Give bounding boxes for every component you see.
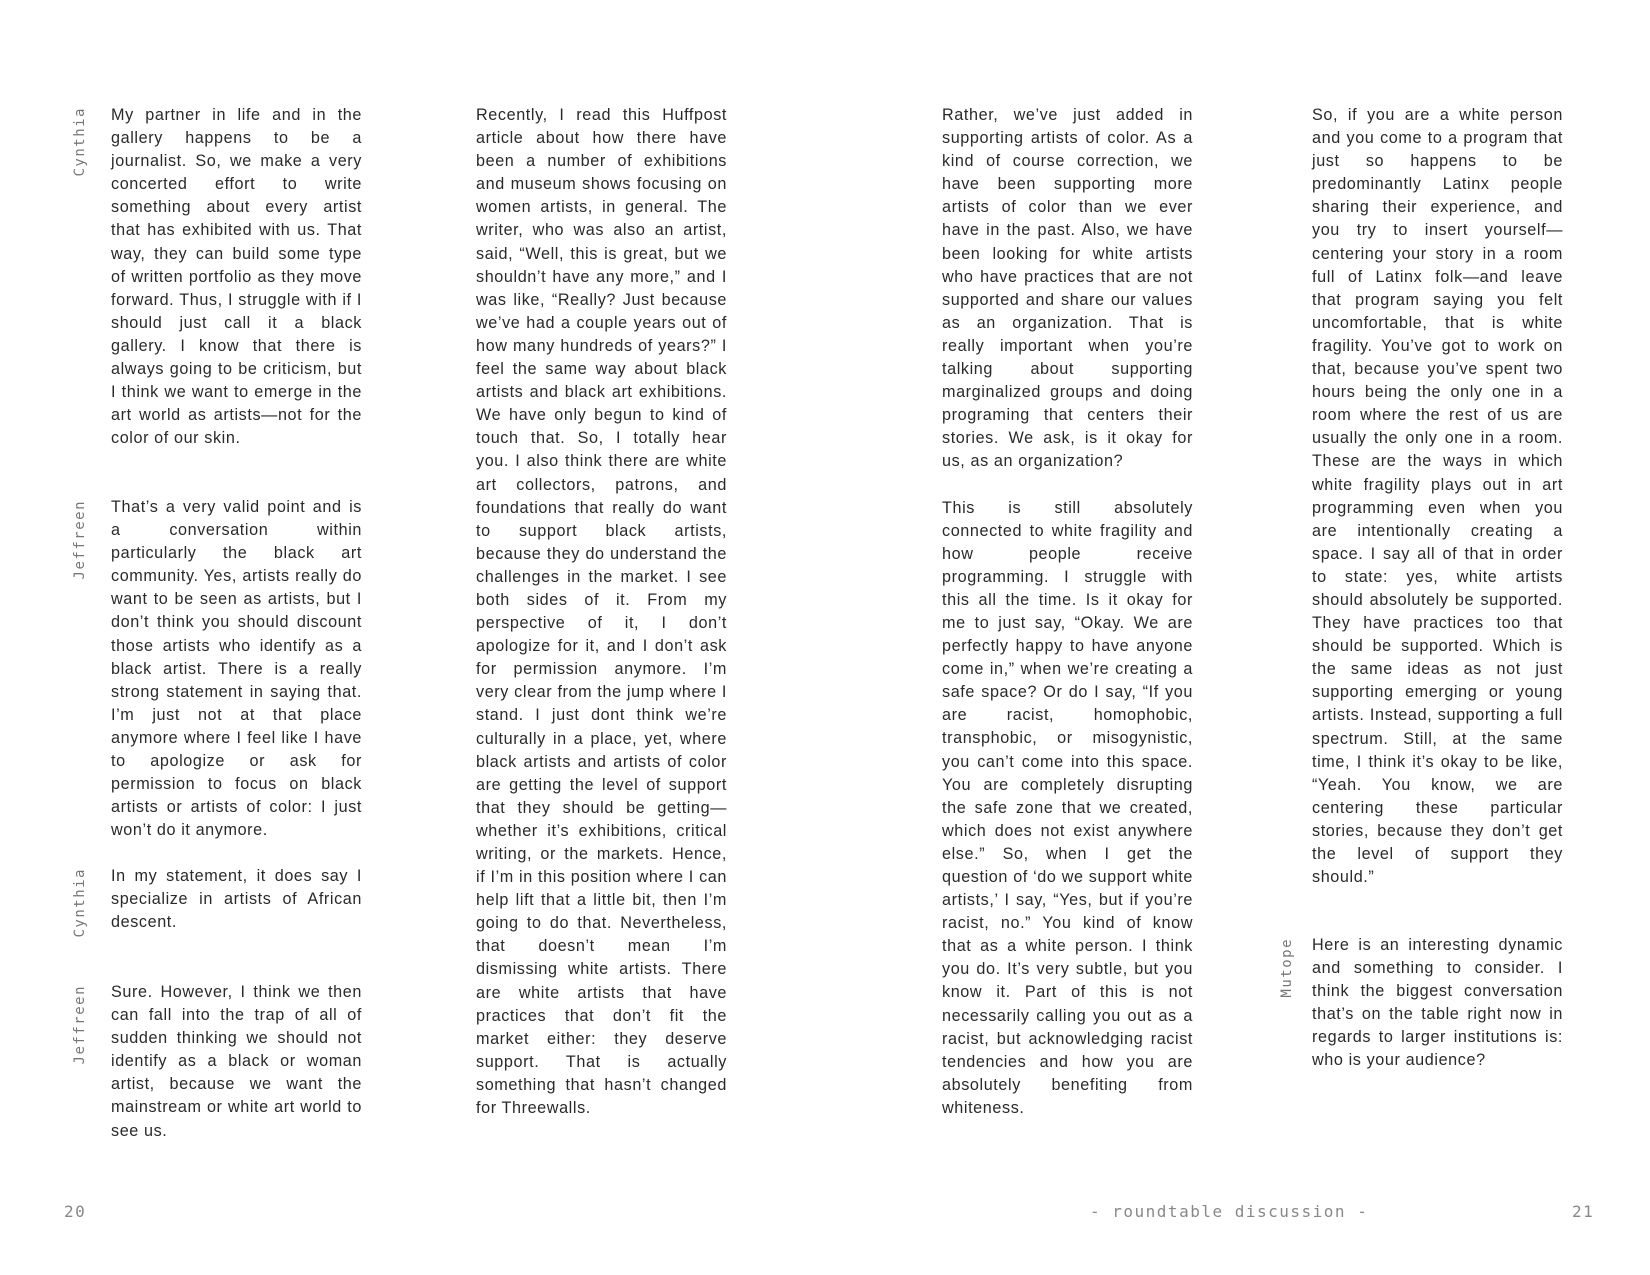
dialogue-text: This is still absolutely connected to white fragility and how people receive programming. I struggle with this all the time. Is it okay for me to just say, “Okay. We are perfectly happy to have anyone come in,” when we’re creating a safe space? Or do I say, “If you are racist, homophobic, transphobic, or misogynistic, you can’t come into this space. You are completely disrupting the safe zone that we created, which does not exist anywhere else.” So, when I get the question of ‘do we support white artists,’ I say, “Yes, but if you’re racist, no.” You kind of know that as a white person. I think you do. It’s very subtle, but you know it. Part of this is not necessarily calling you out as a racist, but acknowledging racist tendencies and how you are absolutely benefiting from whiteness. xyxy=(942,498,1193,1117)
dialogue-text: That’s a very valid point and is a conversation within particularly the black art community. Yes, artists really do want to be seen as artists, but I don’t think you should discount those artists who identify as a black artist. There is a really strong statement in saying that. I’m just not at that place anymore where I feel like I have to apologize or ask for permission to focus on black artists or artists of color: I just won’t do it anymore. xyxy=(111,498,362,840)
speaker-block xyxy=(1312,934,1563,1073)
speaker-block xyxy=(1312,104,1563,889)
dialogue-text: So, if you are a white person and you come to a program that just so happens to be predominantly Latinx people sharing their experience, and you try to insert yourself—centering your story in a room full of Latinx folk—and leave that program saying you felt uncomfortable, that is white fragility. You’ve got to work on that, because you’ve spent two hours being the only one in a room where the rest of us are usually the only one in a room. These are the ways in which white fragility plays out in art programming even when you are intentionally creating a space. I say all of that in order to state: yes, white artists should absolutely be supported. They have practices too that should be supported. Which is the same ideas as not just supporting emerging or young artists. Instead, supporting a full spectrum. Still, at the same time, I think it’s okay to be like, “Yeah. You know, we are centering these particular stories, because they don’t get the level of support they should.” xyxy=(1312,106,1563,887)
dialogue-text: In my statement, it does say I specialize in artists of African descent. xyxy=(111,867,362,932)
speaker-label: Jeffreen xyxy=(72,500,88,580)
speaker-block xyxy=(111,981,362,1143)
running-footer-title: - roundtable discussion - xyxy=(1090,1202,1369,1221)
speaker-block xyxy=(111,104,362,450)
speaker-block xyxy=(111,865,362,934)
dialogue-text: Here is an interesting dynamic and something to consider. I think the biggest conversation that’s on the table right now in regards to larger institutions is: who is your audience? xyxy=(1312,936,1563,1070)
dialogue-text: Recently, I read this Huffpost article about how there have been a number of exhibitions and museum shows focusing on women artists, in general. The writer, who was also an artist, said, “Well, this is great, but we shouldn’t have any more,” and I was like, “Really? Just because we’ve had a couple years out of how many hundreds of years?” I feel the same way about black artists and black art exhibitions. We have only begun to kind of touch that. So, I totally hear you. I also think there are white art collectors, patrons, and foundations that really do want to support black artists, because they do understand the challenges in the market. I see both sides of it. From my perspective of it, I don’t apologize for it, and I don’t ask for permission anymore. I’m very clear from the jump where I stand. I just dont think we’re culturally in a place, yet, where black artists and artists of color are getting the level of support that they should be getting—whether it’s exhibitions, critical writing, or the markets. Hence, if I’m in this position where I can help lift that a little bit, then I’m going to do that. Nevertheless, that doesn’t mean I’m dismissing white artists. There are white artists that have practices that don’t fit the market either: they deserve support. That is actually something that hasn’t changed for Threewalls. xyxy=(476,106,727,1118)
page-number-left: 20 xyxy=(64,1202,87,1221)
dialogue-text: Rather, we’ve just added in supporting artists of color. As a kind of course correction, we have been supporting more artists of color than we ever have in the past. Also, we have been looking for white artists who have practices that are not supported and share our values as an organization. That is really important when you’re talking about supporting marginalized groups and doing programing that centers their stories. We ask, is it okay for us, as an organization? xyxy=(942,106,1193,471)
speaker-label: Cynthia xyxy=(72,107,88,177)
dialogue-text: My partner in life and in the gallery happens to be a journalist. So, we make a very concerted effort to write something about every artist that has exhibited with us. That way, they can build some type of written portfolio as they move forward. Thus, I struggle with if I should just call it a black gallery. I know that there is always going to be criticism, but I think we want to emerge in the art world as artists—not for the color of our skin. xyxy=(111,106,362,448)
speaker-label: Mutope xyxy=(1279,938,1295,998)
speaker-label: Jeffreen xyxy=(72,985,88,1065)
page-number-right: 21 xyxy=(1572,1202,1595,1221)
column-3 xyxy=(942,104,1193,1120)
speaker-label: Cynthia xyxy=(72,868,88,938)
dialogue-text: Sure. However, I think we then can fall into the trap of all of sudden thinking we should not identify as a black or woman artist, because we want the mainstream or white art world to see us. xyxy=(111,983,362,1140)
column-2 xyxy=(476,104,727,1120)
speaker-block xyxy=(111,496,362,842)
